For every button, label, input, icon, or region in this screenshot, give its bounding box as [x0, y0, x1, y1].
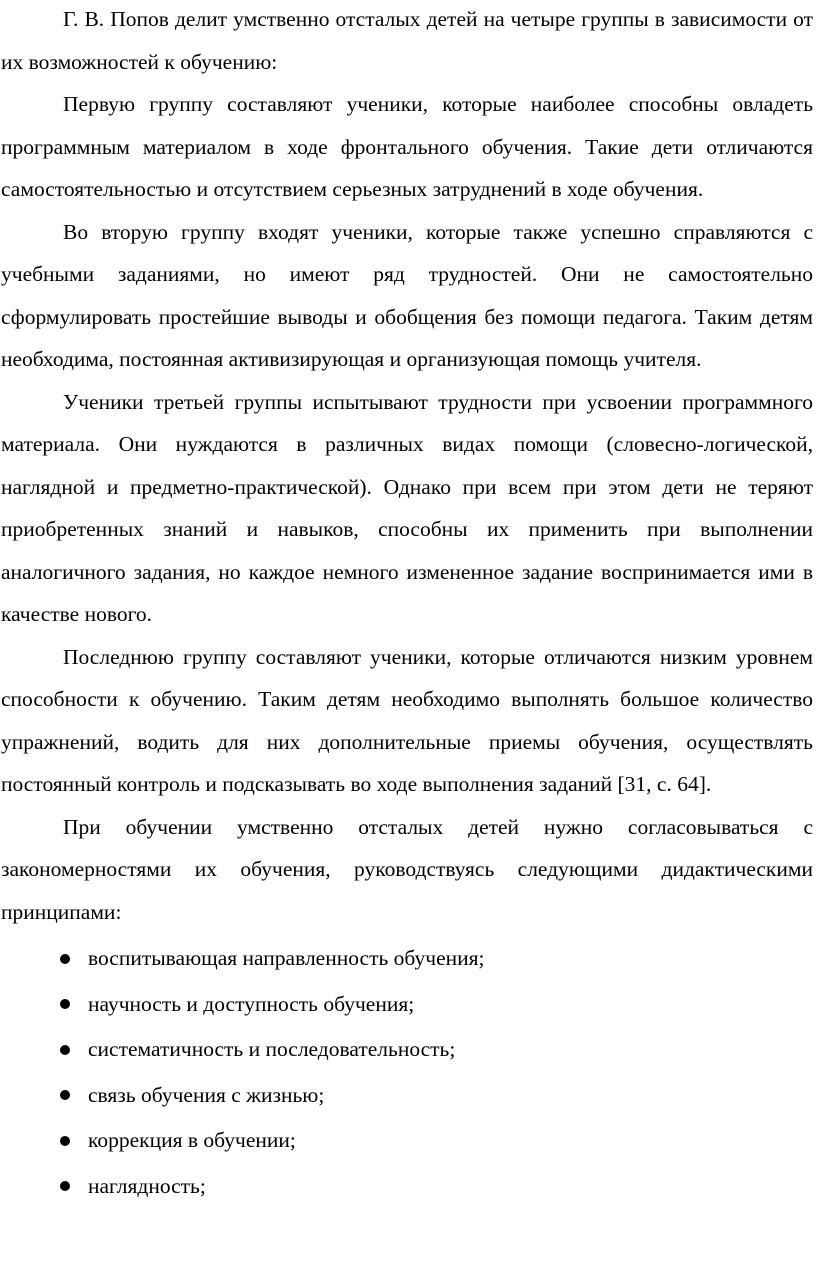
- list-item: [1, 1118, 813, 1164]
- bullet-dot-icon: [60, 1136, 70, 1146]
- list-item: [1, 1027, 813, 1073]
- paragraph-principles-intro: При обучении умственно отсталых детей нужно согласовываться с закономерностями их обучения, руководствуясь следующими дидактическими принципами:: [1, 814, 813, 924]
- list-item: [1, 936, 813, 982]
- bullet-dot-icon: [60, 954, 70, 964]
- list-item-text: коррекция в обучении;: [88, 1128, 296, 1153]
- list-item-text: наглядность;: [88, 1173, 206, 1198]
- list-item-text: воспитывающая направленность обучения;: [88, 946, 485, 971]
- bullet-dot-icon: [60, 1181, 70, 1191]
- paragraph-group-three: Ученики третьей группы испытывают трудности при усвоении программного материала. Они нуждаются в различных видах помощи (словесно-логической, наглядной и предметно-практической). Однако при всем при этом дети не теряют приобретенных знаний и навыков, способны их применить при выполнении аналогичного задания, но каждое немного измененное задание воспринимается ими в качестве нового.: [1, 389, 813, 626]
- list-item-text: научность и доступность обучения;: [88, 991, 415, 1016]
- list-item: [1, 1073, 813, 1119]
- paragraph-group-one: Первую группу составляют ученики, которые наиболее способны овладеть программным материалом в ходе фронтального обучения. Такие дети отличаются самостоятельностью и отсутствием серьезных затруднений в ходе обучения.: [1, 92, 813, 201]
- list-item-text: систематичность и последовательность;: [88, 1037, 456, 1062]
- principles-list: [1, 936, 813, 1209]
- paragraph-intro: Г. В. Попов делит умственно отсталых детей на четыре группы в зависимости от их возможностей к обучению:: [1, 7, 813, 74]
- bullet-dot-icon: [60, 1045, 70, 1055]
- list-item: [1, 1164, 813, 1210]
- paragraph-group-four: Последнюю группу составляют ученики, которые отличаются низким уровнем способности к обучению. Таким детям необходимо выполнять большое количество упражнений, водить для них дополнительные приемы обучения, осуществлять постоянный контроль и подсказывать во ходе выполнения заданий [31, с. 64].: [1, 644, 813, 796]
- bullet-dot-icon: [60, 1090, 70, 1100]
- paragraph-group-two: Во вторую группу входят ученики, которые также успешно справляются с учебными заданиями, но имеют ряд трудностей. Они не самостоятельно сформулировать простейшие выводы и обобщения без помощи педагога. Таким детям необходима, постоянная активизирующая и организующая помощь учителя.: [1, 219, 813, 371]
- list-item-text: связь обучения с жизнью;: [88, 1082, 325, 1107]
- bullet-dot-icon: [60, 999, 70, 1009]
- list-item: [1, 982, 813, 1028]
